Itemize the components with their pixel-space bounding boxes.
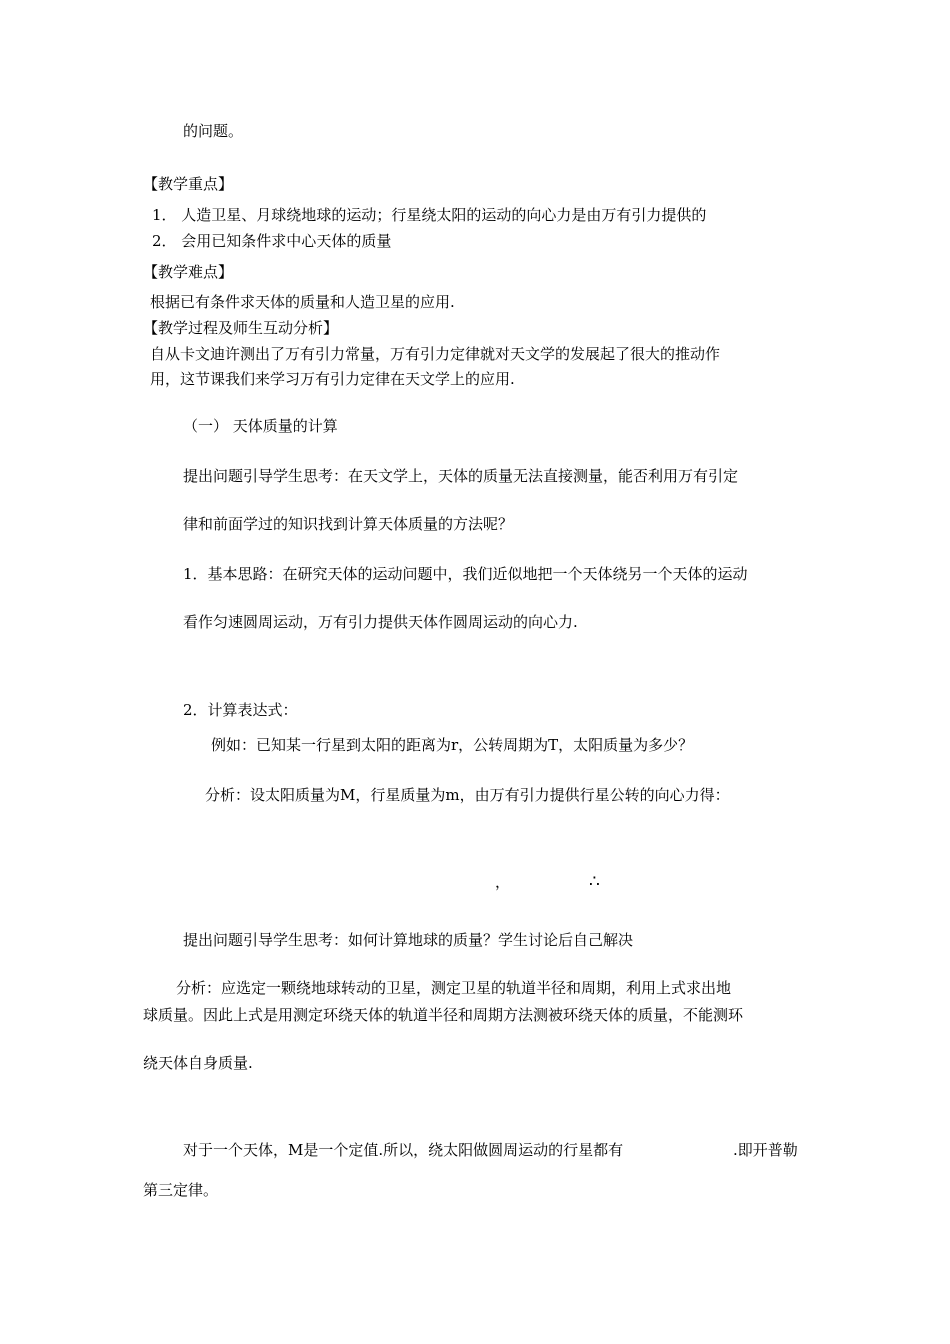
question-line-2: 律和前面学过的知识找到计算天体质量的方法呢？ (183, 515, 514, 533)
key-point-item-2: 2． 会用已知条件求中心天体的质量 (152, 232, 392, 250)
analysis2-line-2: 球质量。因此上式是用测定环绕天体的轨道半径和周期方法测被环绕天体的质量，不能测环 (143, 1006, 744, 1024)
section-title: （一） 天体质量的计算 (183, 417, 338, 435)
kepler-line-2: 第三定律。 (143, 1181, 219, 1199)
analysis2-line-1: 分析：应选定一颗绕地球转动的卫星，测定卫星的轨道半径和周期，利用上式求出地 (176, 979, 732, 997)
basic-idea-line-2: 看作匀速圆周运动，万有引力提供天体作圆周运动的向心力. (183, 613, 578, 631)
analysis-text: 分析：设太阳质量为M，行星质量为m，由万有引力提供行星公转的向心力得： (205, 786, 730, 804)
example-text: 例如：已知某一行星到太阳的距离为r，公转周期为T，太阳质量为多少？ (211, 736, 694, 754)
formula-comma: ， (495, 873, 511, 891)
process-intro-line-1: 自从卡文迪许测出了万有引力常量，万有引力定律就对天文学的发展起了很大的推动作 (150, 345, 721, 363)
difficult-points-heading: 【教学难点】 (143, 263, 234, 281)
question-line-1: 提出问题引导学生思考：在天文学上，天体的质量无法直接测量，能否利用万有引定 (183, 467, 739, 485)
difficult-points-text: 根据已有条件求天体的质量和人造卫星的应用. (150, 293, 455, 311)
process-heading: 【教学过程及师生互动分析】 (143, 319, 339, 337)
question2-text: 提出问题引导学生思考：如何计算地球的质量？学生讨论后自己解决 (183, 931, 634, 949)
key-points-heading: 【教学重点】 (143, 175, 234, 193)
basic-idea-line-1: 1．基本思路：在研究天体的运动问题中，我们近似地把一个天体绕另一个天体的运动 (183, 565, 748, 583)
analysis2-line-3: 绕天体自身质量. (143, 1054, 253, 1072)
process-intro-line-2: 用，这节课我们来学习万有引力定律在天文学上的应用. (150, 370, 515, 388)
kepler-line-1: 对于一个天体，M是一个定值.所以，绕太阳做圆周运动的行星都有 (183, 1141, 624, 1159)
intro-tail-text: 的问题。 (183, 122, 244, 140)
key-point-item-1: 1． 人造卫星、月球绕地球的运动；行星绕太阳的运动的向心力是由万有引力提供的 (152, 206, 707, 224)
expression-title: 2．计算表达式： (183, 701, 298, 719)
formula-therefore: ∴ (589, 872, 600, 892)
kepler-line-1-tail: .即开普勒 (733, 1141, 798, 1159)
